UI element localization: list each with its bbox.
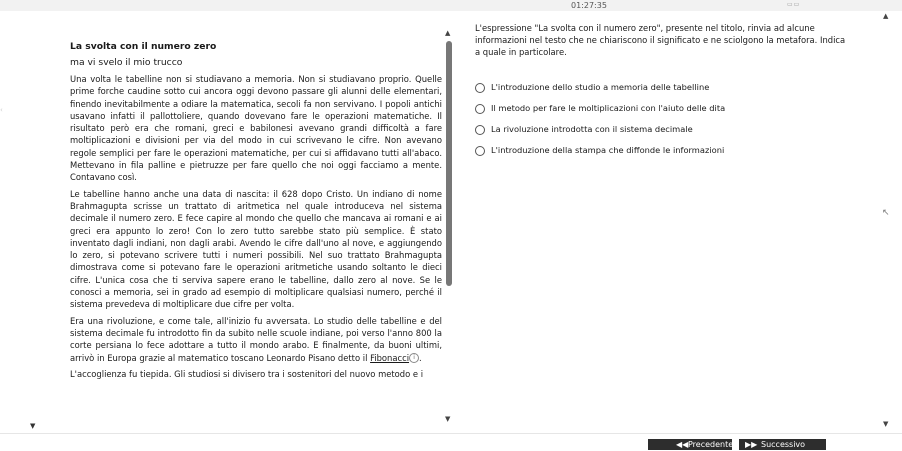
next-button[interactable] xyxy=(739,439,826,450)
passage-paragraph-text: Era una rivoluzione, e come tale, all'inizio fu avversata. Lo studio delle tabelline e del sistema decimale fu introdotto fin da subito nelle scuole indiane, poi verso l'anno 800 la corte persiana lo fece adottare a tutto il mondo arabo. E finalmente, da buoni ultimi, arrivò in Europa grazie al matematico toscano Leonardo Pisano detto il xyxy=(70,315,442,363)
timer: 01:27:35 xyxy=(571,1,607,10)
previous-label: Precedente xyxy=(688,440,734,449)
next-icon: ▶▶ xyxy=(745,440,758,449)
question-prompt: L'espressione "La svolta con il numero zero", presente nel titolo, rinvia ad alcune informazioni nel testo che ne chiariscono il significato e ne sciolgono la metafora. Indica a quale in particolare. xyxy=(475,23,846,57)
scroll-down-icon[interactable]: ▼ xyxy=(883,420,889,428)
passage-title: La svolta con il numero zero xyxy=(70,41,217,52)
collapse-handle-icon[interactable]: ‹ xyxy=(0,106,3,114)
option-label: L'introduzione della stampa che diffonde le informazioni xyxy=(491,145,725,155)
scroll-up-icon[interactable]: ▲ xyxy=(883,12,889,20)
passage-text xyxy=(70,41,442,384)
navigation-bar xyxy=(0,433,902,450)
passage-pane xyxy=(0,11,462,433)
previous-button[interactable] xyxy=(648,439,732,450)
radio-button[interactable] xyxy=(475,146,485,156)
passage-paragraph: Una volta le tabelline non si studiavano a memoria. Non si studiavano proprio. Quelle prime forche caudine sotto cui ancora oggi devono passare gli alunni delle elementari, finendo inevitabilmente a odiare la matematica, secoli fa non servivano. I popoli antichi usavano infatti il pallottoliere, quando dovevano fare le operazioni matematiche. Il risultato però era che romani, greci e babilonesi avevano grandi difficoltà a fare moltiplicazioni e divisioni per via del modo in cui scrivevano le cifre. Non avevano regole semplici per fare le operazioni matematiche, per cui si affidavano tutti all'abaco. Mettevano in fila palline e pietruzze per fare quello che noi oggi facciamo a mente. Contavano così. xyxy=(70,74,442,183)
passage-paragraph: Le tabelline hanno anche una data di nascita: il 628 dopo Cristo. Un indiano di nome Brahmagupta scrisse un trattato di aritmetica nel quale introduceva nel sistema decimale il numero zero. E fece capire al mondo che quello che mancava ai romani e ai greci era appunto lo zero! Con lo zero tutto sarebbe stato più semplice. È stato inventato dagli indiani, non dagli arabi. Avendo le cifre dall'uno al nove, e aggiungendo lo zero, si potevano scrivere tutti i numeri possibili. Nel suo trattato Brahmagupta dimostrava come si potevano fare le operazioni aritmetiche usando soltanto le dieci cifre. L'unica cosa che ti serviva sapere erano le tabelline, dallo zero al nove. Se le conosci a memoria, sei in grado ad esempio di moltiplicare qualsiasi numero, perché il sistema prevedeva di moltiplicare due cifre per volta. xyxy=(70,188,442,310)
info-icon[interactable]: i xyxy=(409,353,419,363)
fibonacci-link[interactable]: Fibonacci xyxy=(370,352,410,363)
option-label: La rivoluzione introdotta con il sistema decimale xyxy=(491,124,693,134)
scroll-down-icon[interactable]: ▼ xyxy=(30,422,36,430)
option-label: L'introduzione dello studio a memoria delle tabelline xyxy=(491,82,710,92)
radio-button[interactable] xyxy=(475,125,485,135)
radio-button[interactable] xyxy=(475,83,485,93)
scroll-up-icon[interactable]: ▲ xyxy=(445,29,451,37)
option-label: Il metodo per fare le moltiplicazioni con l'aiuto delle dita xyxy=(491,103,726,113)
passage-paragraph: L'accoglienza fu tiepida. Gli studiosi si divisero tra i sostenitori del nuovo metodo e i xyxy=(70,368,424,379)
scroll-down-icon[interactable]: ▼ xyxy=(445,415,451,423)
top-bar xyxy=(0,0,902,11)
next-label: Successivo xyxy=(761,440,806,449)
passage-paragraph: Era una rivoluzione, e come tale, all'inizio fu avversata. Lo studio delle tabelline e del sistema decimale fu introdotto fin da subito nelle scuole indiane, poi verso l'anno 800 la corte persiana lo fece adottare a tutto il mondo arabo. E finalmente, da buoni ultimi, arrivò in Europa grazie al matematico toscano Leonardo Pisano detto il Fibonacci i . xyxy=(70,315,442,363)
previous-icon: ◀◀ xyxy=(676,440,689,449)
status-icons: ▭ ▭ xyxy=(787,1,799,8)
radio-button[interactable] xyxy=(475,104,485,114)
cursor-icon: ↖ xyxy=(882,208,890,218)
question-pane xyxy=(462,11,902,433)
passage-scrollbar[interactable] xyxy=(446,41,452,286)
passage-subtitle: ma vi svelo il mio trucco xyxy=(70,57,183,68)
